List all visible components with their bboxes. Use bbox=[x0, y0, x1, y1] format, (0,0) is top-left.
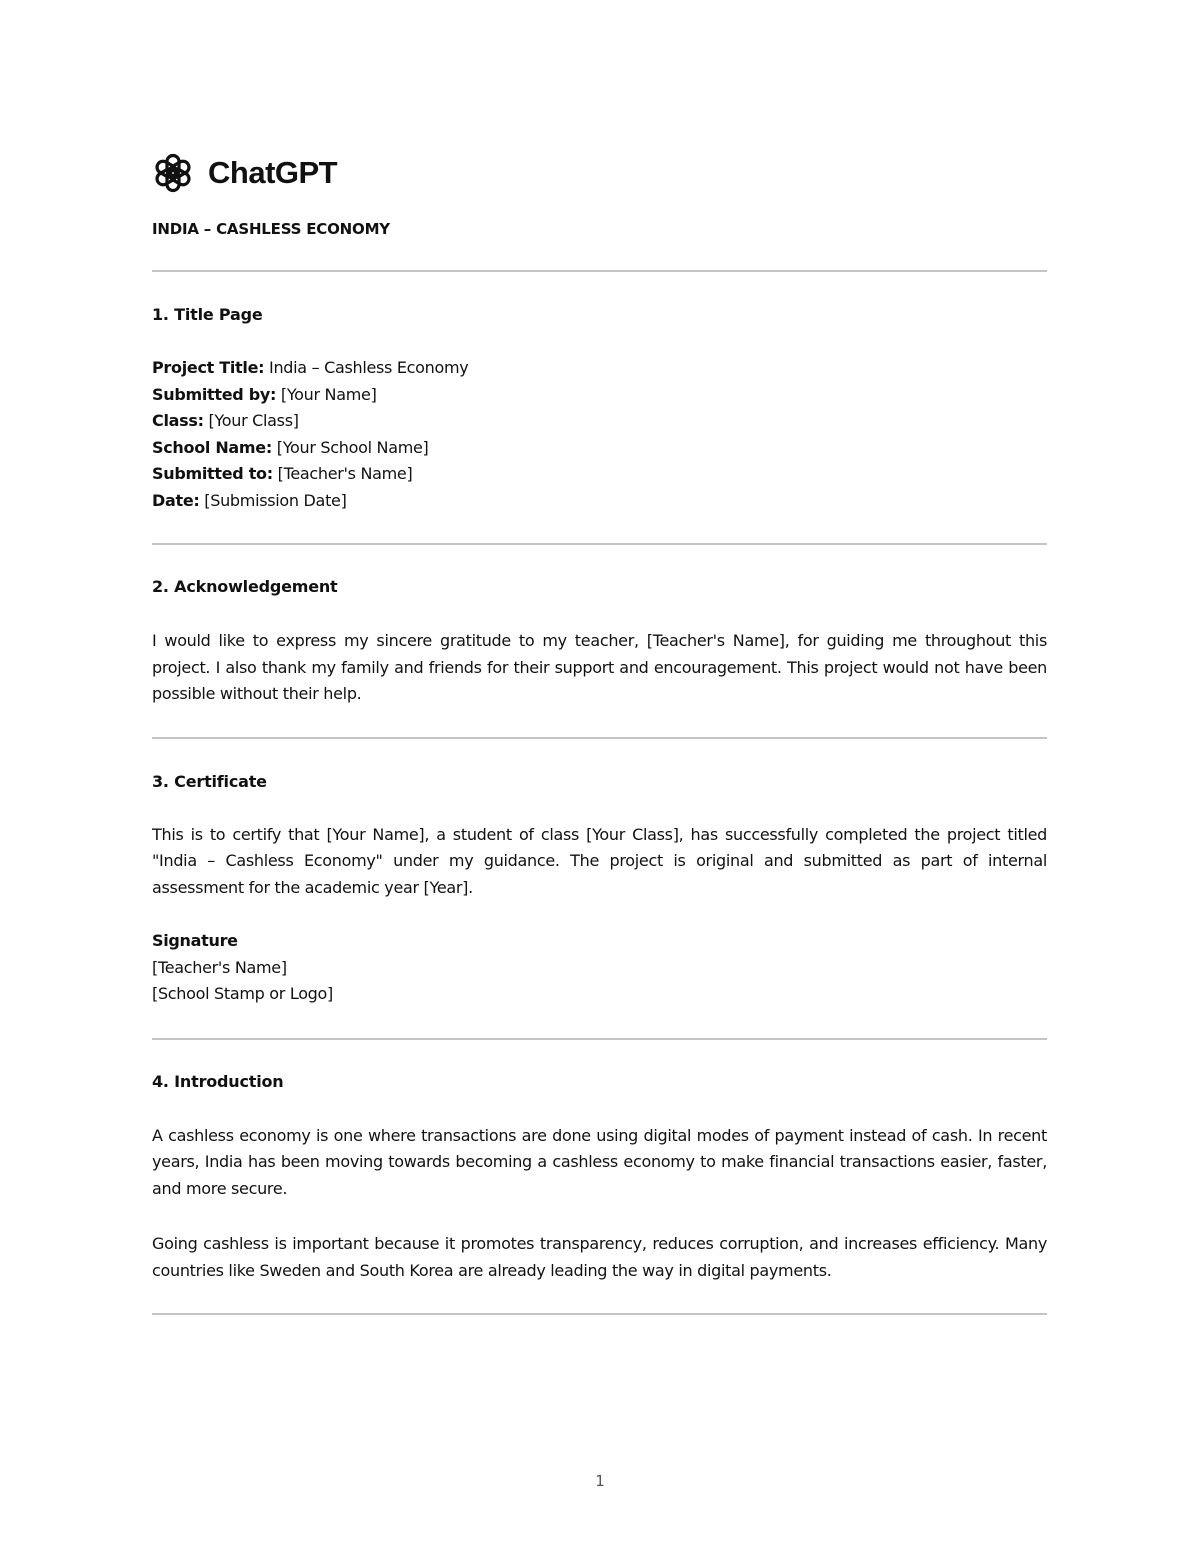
field-value: [Teacher's Name] bbox=[277, 464, 413, 483]
field-label: Class: bbox=[152, 411, 204, 430]
field-label: Submitted by: bbox=[152, 384, 277, 404]
logo-wordmark: ChatGPT bbox=[208, 155, 338, 190]
section-divider bbox=[152, 1038, 1047, 1040]
title-page-fields bbox=[152, 355, 1047, 514]
field-project-title bbox=[152, 355, 1047, 382]
field-value: [Your Name] bbox=[280, 384, 377, 404]
introduction-paragraph-2: Going cashless is important because it promotes transparency, reduces corruption, and increases efficiency. Many countries like Sweden and South Korea are already leading the way in digital payments. bbox=[152, 1234, 1047, 1280]
certificate-paragraph: This is to certify that [Your Name], a student of class [Your Class], has successfully completed the project titled "India – Cashless Economy" under my guidance. The project is original and submitted as part of internal assessment for the academic year [Year]. bbox=[152, 824, 1047, 897]
signature-label: Signature bbox=[152, 931, 238, 950]
field-submitted-to bbox=[152, 461, 1047, 488]
field-class bbox=[152, 408, 1047, 435]
field-label: School Name: bbox=[152, 437, 272, 457]
field-value: [Your Class] bbox=[208, 411, 299, 430]
signature-teacher-name: [Teacher's Name] bbox=[152, 957, 287, 977]
section-divider bbox=[152, 737, 1047, 739]
section-heading-certificate: 3. Certificate bbox=[152, 771, 267, 791]
section-divider bbox=[152, 270, 1047, 272]
section-divider bbox=[152, 543, 1047, 545]
field-label: Submitted to: bbox=[152, 464, 273, 483]
acknowledgement-paragraph: I would like to express my sincere gratitude to my teacher, [Teacher's Name], for guiding me throughout this project. I also thank my family and friends for their support and encouragement. This project would not have been possible without their help. bbox=[152, 631, 1047, 703]
field-submitted-by bbox=[152, 382, 1047, 409]
field-date bbox=[152, 488, 1047, 515]
field-label: Date: bbox=[152, 490, 200, 510]
page-number: 1 bbox=[595, 1472, 605, 1490]
field-school-name bbox=[152, 435, 1047, 462]
section-heading-title-page: 1. Title Page bbox=[152, 305, 263, 324]
signature-school-stamp: [School Stamp or Logo] bbox=[152, 984, 333, 1003]
document-page bbox=[152, 150, 1047, 1315]
field-label: Project Title: bbox=[152, 358, 265, 377]
chatgpt-logo-icon bbox=[152, 152, 194, 194]
field-value: [Your School Name] bbox=[276, 437, 429, 457]
chatgpt-logo bbox=[152, 150, 1047, 196]
signature-block bbox=[152, 928, 1047, 1008]
field-value: [Submission Date] bbox=[204, 490, 347, 510]
section-divider bbox=[152, 1313, 1047, 1315]
introduction-paragraph-1: A cashless economy is one where transactions are done using digital modes of payment instead of cash. In recent years, India has been moving towards becoming a cashless economy to make financial transactions easier, faster, and more secure. bbox=[152, 1125, 1047, 1198]
field-value: India – Cashless Economy bbox=[269, 358, 469, 377]
section-heading-introduction: 4. Introduction bbox=[152, 1071, 284, 1091]
document-title: INDIA – CASHLESS ECONOMY bbox=[152, 220, 390, 238]
section-heading-acknowledgement: 2. Acknowledgement bbox=[152, 577, 338, 596]
